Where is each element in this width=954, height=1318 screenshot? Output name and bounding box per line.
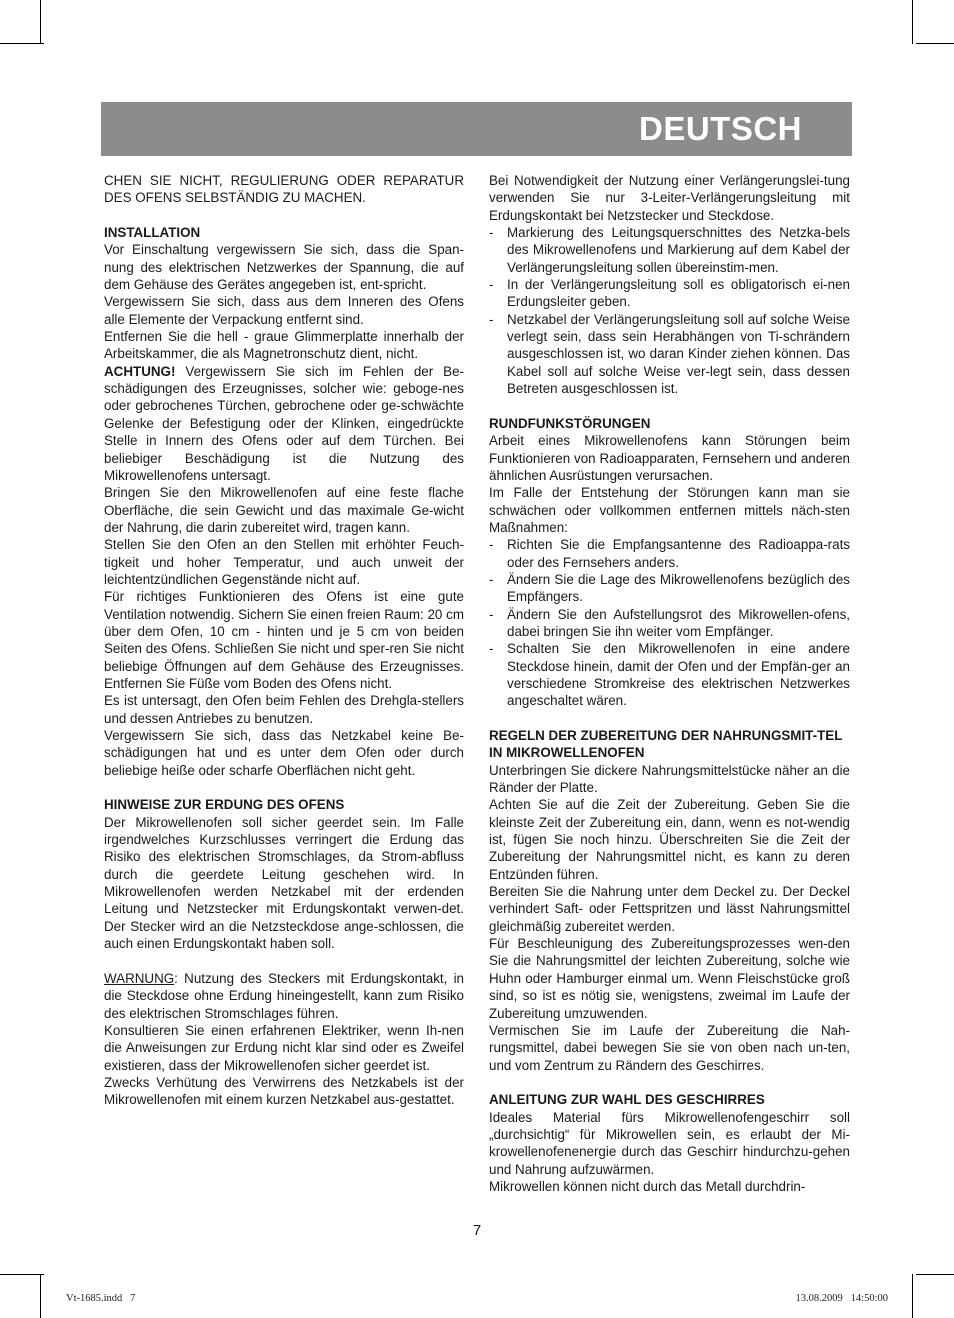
paragraph: Ideales Material fürs Mikrowellenofengeschirr soll „durchsichtig“ für Mikrowellen sein, es erlaubt der Mi-krowellenofenenergie durch das Geschirr hindurchzu-gehen und Nahrung aufzuwärmen.	[489, 1109, 850, 1177]
paragraph: Unterbringen Sie dickere Nahrungsmittelstücke näher an die Ränder der Platte.	[489, 762, 850, 796]
crop-mark	[912, 1274, 913, 1318]
paragraph: Vergewissern Sie sich, dass aus dem Inneren des Ofens alle Elemente der Verpackung entfernt sind.	[104, 294, 464, 327]
list-item: - Ändern Sie die Lage des Mikrowellenofens bezüglich des Empfängers.	[489, 571, 850, 605]
section-heading-rules: REGELN DER ZUBEREITUNG DER NAHRUNGSMIT-TEL IN MIKROWELLENOFEN	[489, 728, 843, 761]
crop-mark	[912, 0, 913, 44]
warning-text: Vergewissern Sie sich im Fehlen der Be-schädigungen des Erzeugnisses, solcher wie: geboge-nes oder gebrochenes Türchen, gebrochene oder ge-schwächte Gelenke der Befestigung oder der Klinken, eingedrückte Stelle in Innern des Ofens oder auf dem Türchen. Bei beliebiger Beschädigung ist die Nutzung des Mikrowellenofens untersagt.	[104, 363, 464, 483]
list-item: - Ändern Sie den Aufstellungsrot des Mikrowellen-ofens, dabei bringen Sie ihn weiter vom Empfänger.	[489, 606, 850, 639]
crop-mark	[916, 43, 954, 44]
crop-mark	[0, 1274, 44, 1275]
warning-text: : Nutzung des Steckers mit Erdungskontakt, in die Steckdose ohne Erdung hineingestellt, kann zum Risiko des elektrischen Stromschlages führen.	[104, 970, 464, 1021]
left-column	[104, 172, 464, 1109]
paragraph: Im Falle der Entstehung der Störungen kann man sie schwächen oder vollkommen entfernen mittels näch-sten Maßnahmen:	[489, 485, 850, 535]
list-item: - Richten Sie die Empfangsantenne des Radioappa-rats oder des Fernsehers anders.	[489, 537, 850, 570]
crop-mark	[40, 1274, 41, 1318]
paragraph: Es ist untersagt, den Ofen beim Fehlen des Drehgla-stellers und dessen Antriebes zu benutzen.	[104, 693, 464, 726]
section-heading-installation: INSTALLATION	[104, 225, 201, 241]
paragraph: Bringen Sie den Mikrowellenofen auf eine feste flache Oberfläche, die sein Gewicht und das maximale Ge-wicht der Nahrung, die darin zubereitet wird, tragen kann.	[104, 485, 464, 535]
crop-mark	[40, 0, 41, 44]
paragraph: Für Beschleunigung des Zubereitungsprozesses wen-den Sie die Nahrungsmittel der leichten Zubereitung, solche wie Huhn oder Hamburger einmal um. Wenn Fleischstücke groß sind, so ist es nötig sie, wenigstens, zweimal im Laufe der Zubereitung umzuwenden.	[489, 936, 850, 1021]
footer-file: Vt-1685.indd 7	[66, 1293, 136, 1304]
language-banner	[101, 102, 852, 156]
paragraph: Bei Notwendigkeit der Nutzung einer Verlängerungslei-tung verwenden Sie nur 3-Leiter-Verlängerungsleitung mit Erdungskontakt bei Netzstecker und Steckdose.	[489, 173, 850, 223]
paragraph: Stellen Sie den Ofen an den Stellen mit erhöhter Feuch-tigkeit und hoher Temperatur, und auch unweit der leichtentzündlichen Gegenstände nicht auf.	[104, 537, 464, 587]
crop-mark	[0, 43, 44, 44]
section-heading-grounding: HINWEISE ZUR ERDUNG DES OFENS	[104, 797, 345, 813]
section-heading-radio: RUNDFUNKSTÖRUNGEN	[489, 415, 651, 431]
paragraph: Zwecks Verhütung des Verwirrens des Netzkabels ist der Mikrowellenofen mit einem kurzen Netzkabel aus-gestattet.	[104, 1074, 464, 1108]
paragraph-warning	[104, 970, 464, 1022]
paragraph: Vergewissern Sie sich, dass das Netzkabel keine Be-schädigungen hat und es unter dem Ofen oder durch beliebige heiße oder scharfe Oberflächen nicht geht.	[104, 728, 464, 778]
page-number: 7	[472, 1222, 482, 1239]
list-item: - Netzkabel der Verlängerungsleitung soll auf solche Weise verlegt sein, dass sein Herabhängen von Ti-schrändern ausgeschlossen ist, wo daran Kinder ziehen können. Das Kabel soll auf solche Weise ver-legt sein, dass dessen Betreten ausgeschlossen ist.	[489, 311, 850, 397]
crop-mark	[916, 1274, 954, 1275]
paragraph: Mikrowellen können nicht durch das Metall durchdrin-	[489, 1178, 806, 1194]
list-item: - In der Verlängerungsleitung soll es obligatorisch ei-nen Erdungsleiter geben.	[489, 277, 850, 310]
intro-text: CHEN SIE NICHT, REGULIERUNG ODER REPARATUR DES OFENS SELBSTÄNDIG ZU MACHEN.	[104, 173, 464, 206]
list-item: - Markierung des Leitungsquerschnittes des Netzka-bels des Mikrowellenofens und Markierung auf dem Kabel der Verlängerungsleitung sollen übereinstim-men.	[489, 225, 850, 275]
paragraph: Der Mikrowellenofen soll sicher geerdet sein. Im Falle irgendwelches Kurzschlusses verringert die Erdung das Risiko des elektrischen Stromschlages, da Strom-abfluss durch die geerdete Leitung geschehen wird. In Mikrowellenofen werden Netzkabel mit der erdenden Leitung und Netzstecker mit Erdungskontakt verwen-det. Der Stecker wird an die Netzsteckdose ange-schlossen, die auch einen Erdungskontakt haben soll.	[104, 814, 464, 952]
paragraph-warning	[104, 363, 464, 484]
paragraph: Konsultieren Sie einen erfahrenen Elektriker, wenn Ih-nen die Anweisungen zur Erdung nicht klar sind oder es Zweifel existieren, dass der Mikrowellenofen sicher geerdet ist.	[104, 1022, 464, 1073]
paragraph: Vor Einschaltung vergewissern Sie sich, dass die Span-nung des elektrischen Netzwerkes der Spannung, die auf dem Gehäuse des Gerätes angegeben ist, ent-spricht.	[104, 242, 464, 293]
paragraph: Für richtiges Funktionieren des Ofens ist eine gute Ventilation notwendig. Sichern Sie einen freien Raum: 20 cm über dem Ofen, 10 cm - hinten und je 5 cm von beiden Seiten des Ofens. Schließen Sie nicht und sper-ren Sie nicht beliebige Öffnungen auf dem Gehäuse des Erzeugnisses. Entfernen Sie Füße vom Boden des Ofens nicht.	[104, 589, 464, 691]
page-title: DEUTSCH	[638, 110, 802, 147]
section-heading-dishes: ANLEITUNG ZUR WAHL DES GESCHIRRES	[489, 1092, 765, 1108]
right-column	[489, 172, 850, 1195]
paragraph: Bereiten Sie die Nahrung unter dem Deckel zu. Der Deckel verhindert Saft- oder Fettspritzen und lässt Nahrungsmittel gleichmäßig zubereitet werden.	[489, 884, 850, 934]
warning-label: WARNUNG	[104, 970, 175, 986]
paragraph: Arbeit eines Mikrowellenofens kann Störungen beim Funktionieren von Radioapparaten, Fernsehern und anderen ähnlichen Ausrüstungen verursachen.	[489, 433, 850, 483]
list-item: - Schalten Sie den Mikrowellenofen in eine andere Steckdose hinein, damit der Ofen und der Empfän-ger an verschiedene Stromkreise des elektrischen Netzwerkes angeschaltet wären.	[489, 641, 850, 709]
paragraph: Entfernen Sie die hell - graue Glimmerplatte innerhalb der Arbeitskammer, die als Magnetronschutz dient, nicht.	[104, 329, 464, 362]
paragraph: Achten Sie auf die Zeit der Zubereitung. Geben Sie die kleinste Zeit der Zubereitung ein, dann, wenn es not-wendig ist, fügen Sie noch hinzu. Überschreiten Sie die Zeit der Zubereitung der Nahrungsmittel nicht, es kann zu deren Entzünden führen.	[489, 797, 850, 882]
warning-label: ACHTUNG!	[104, 363, 176, 379]
footer-date: 13.08.2009 14:50:00	[795, 1293, 888, 1304]
paragraph: Vermischen Sie im Laufe der Zubereitung die Nah-rungsmittel, dabei bewegen Sie sie von oben nach un-ten, und vom Zentrum zu Rändern des Geschirres.	[489, 1022, 850, 1073]
